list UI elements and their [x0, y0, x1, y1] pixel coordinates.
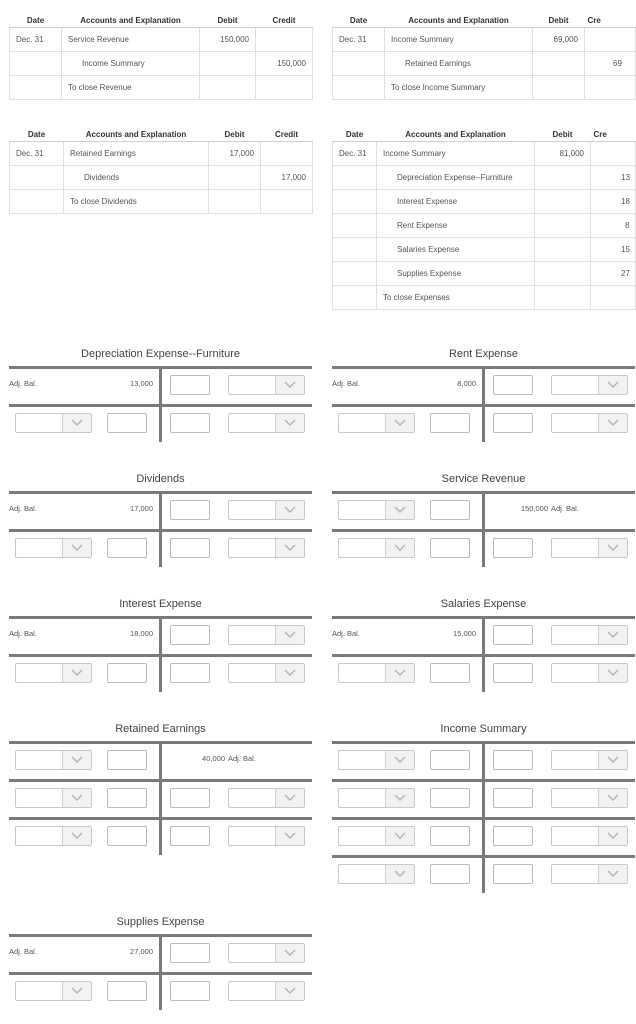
debit-header: Debit: [533, 13, 585, 28]
account-select-dropdown[interactable]: [228, 538, 305, 558]
debit-header: Debit: [209, 127, 261, 142]
t-account-row: [9, 744, 312, 779]
amount-input[interactable]: [170, 413, 210, 433]
account-select-dropdown[interactable]: [15, 788, 92, 808]
credit-amount: 150,000: [256, 52, 313, 76]
amount-input[interactable]: [107, 750, 147, 770]
chevron-down-icon[interactable]: [62, 827, 91, 845]
t-account-row: [9, 529, 312, 567]
entry-date: Dec. 31: [10, 28, 62, 52]
entry-date: Dec. 31: [333, 28, 385, 52]
credit-account: Supplies Expense: [377, 262, 535, 286]
journal-close-income-summary: [332, 13, 636, 100]
chevron-down-icon[interactable]: [385, 539, 414, 557]
account-select-dropdown[interactable]: [228, 943, 305, 963]
t-account-row: [332, 404, 635, 442]
account-select-dropdown[interactable]: [338, 413, 415, 433]
amount-input[interactable]: [170, 788, 210, 808]
credit-account: Interest Expense: [377, 190, 535, 214]
amount-input[interactable]: [430, 500, 470, 520]
t-account-row: [9, 494, 312, 529]
adj-bal-label: Adj. Bal.: [551, 504, 579, 513]
account-select-dropdown[interactable]: [15, 750, 92, 770]
t-account-title: Depreciation Expense--Furniture: [81, 348, 240, 360]
chevron-down-icon[interactable]: [598, 751, 627, 769]
chevron-down-icon[interactable]: [275, 827, 304, 845]
account-select-dropdown[interactable]: [228, 826, 305, 846]
amount-input[interactable]: [430, 663, 470, 683]
amount-input[interactable]: [170, 663, 210, 683]
amount-input[interactable]: [430, 538, 470, 558]
credit-amount: 69: [585, 52, 636, 76]
amount-input[interactable]: [170, 500, 210, 520]
credit-account: Salaries Expense: [377, 238, 535, 262]
account-select-dropdown[interactable]: [338, 750, 415, 770]
t-account-title: Income Summary: [440, 723, 527, 735]
amount-input[interactable]: [107, 788, 147, 808]
amount-input[interactable]: [170, 826, 210, 846]
adj-bal-label: Adj. Bal.: [9, 947, 37, 956]
balance-value: 15,000: [453, 629, 476, 638]
debit-amount: 81,000: [535, 142, 591, 166]
chevron-down-icon[interactable]: [275, 664, 304, 682]
amount-input[interactable]: [170, 538, 210, 558]
t-account-row: [9, 654, 312, 692]
account-select-dropdown[interactable]: [338, 826, 415, 846]
amount-input[interactable]: [493, 788, 533, 808]
date-header: Date: [10, 13, 62, 28]
t-account-title: Salaries Expense: [440, 598, 527, 610]
chevron-down-icon[interactable]: [385, 865, 414, 883]
chevron-down-icon[interactable]: [385, 501, 414, 519]
t-account-row: [332, 654, 635, 692]
amount-input[interactable]: [430, 788, 470, 808]
credit-amount: 18: [591, 190, 636, 214]
credit-account: Retained Earnings: [385, 52, 533, 76]
chevron-down-icon[interactable]: [275, 626, 304, 644]
journal-close-dividends: [9, 127, 313, 214]
chevron-down-icon[interactable]: [62, 539, 91, 557]
date-header: Date: [333, 127, 377, 142]
adj-bal-label: Adj. Bal.: [332, 629, 360, 638]
amount-input[interactable]: [430, 826, 470, 846]
explanation: To close Revenue: [62, 76, 200, 100]
account-select-dropdown[interactable]: [338, 864, 415, 884]
t-account-title: Rent Expense: [448, 348, 519, 360]
chevron-down-icon[interactable]: [275, 501, 304, 519]
credit-header: Cre: [585, 13, 636, 28]
account-select-dropdown[interactable]: [551, 826, 628, 846]
t-account-supplies: [9, 914, 312, 1010]
credit-amount: 17,000: [261, 166, 313, 190]
account-select-dropdown[interactable]: [228, 663, 305, 683]
t-account-interest: [9, 596, 312, 692]
accounts-header: Accounts and Explanation: [62, 13, 200, 28]
account-select-dropdown[interactable]: [228, 413, 305, 433]
t-account-row: [332, 619, 635, 654]
adj-bal-label: Adj. Bal.: [228, 754, 256, 763]
t-account-salaries: [332, 596, 635, 692]
account-select-dropdown[interactable]: [551, 538, 628, 558]
explanation: To close Expenses: [377, 286, 535, 310]
credit-account: Rent Expense: [377, 214, 535, 238]
adj-bal-label: Adj. Bal.: [9, 629, 37, 638]
account-select-dropdown[interactable]: [228, 500, 305, 520]
chevron-down-icon[interactable]: [275, 789, 304, 807]
chevron-down-icon[interactable]: [385, 664, 414, 682]
t-account-row: [332, 369, 635, 404]
account-select-dropdown[interactable]: [15, 538, 92, 558]
account-select-dropdown[interactable]: [228, 375, 305, 395]
t-account-row: [9, 937, 312, 972]
balance-value: 18,000: [130, 629, 153, 638]
amount-input[interactable]: [107, 826, 147, 846]
account-select-dropdown[interactable]: [228, 625, 305, 645]
t-account-title: Interest Expense: [119, 598, 202, 610]
balance-value: 150,000: [520, 504, 548, 513]
chevron-down-icon[interactable]: [385, 414, 414, 432]
amount-input[interactable]: [493, 413, 533, 433]
amount-input[interactable]: [107, 981, 147, 1001]
amount-input[interactable]: [493, 864, 533, 884]
account-select-dropdown[interactable]: [228, 981, 305, 1001]
amount-input[interactable]: [493, 750, 533, 770]
chevron-down-icon[interactable]: [598, 376, 627, 394]
account-select-dropdown[interactable]: [338, 788, 415, 808]
debit-account: Service Revenue: [62, 28, 200, 52]
chevron-down-icon[interactable]: [598, 626, 627, 644]
t-account-row: [332, 779, 635, 817]
t-account-dividends: [9, 471, 312, 567]
journal-close-expenses: [332, 127, 636, 310]
chevron-down-icon[interactable]: [598, 789, 627, 807]
balance-value: 13,000: [130, 379, 153, 388]
t-account-row: [9, 779, 312, 817]
account-select-dropdown[interactable]: [228, 788, 305, 808]
t-account-title: Retained Earnings: [115, 723, 206, 735]
amount-input[interactable]: [107, 538, 147, 558]
date-header: Date: [10, 127, 64, 142]
t-account-income-summary: [332, 721, 635, 893]
accounts-header: Accounts and Explanation: [385, 13, 533, 28]
account-select-dropdown[interactable]: [338, 500, 415, 520]
chevron-down-icon[interactable]: [275, 414, 304, 432]
account-select-dropdown[interactable]: [15, 981, 92, 1001]
chevron-down-icon[interactable]: [598, 414, 627, 432]
account-select-dropdown[interactable]: [551, 375, 628, 395]
account-select-dropdown[interactable]: [551, 864, 628, 884]
account-select-dropdown[interactable]: [551, 750, 628, 770]
chevron-down-icon[interactable]: [598, 539, 627, 557]
balance-value: 40,000: [202, 754, 225, 763]
debit-amount: 150,000: [200, 28, 256, 52]
credit-header: Credit: [261, 127, 313, 142]
chevron-down-icon[interactable]: [598, 865, 627, 883]
balance-value: 8,000: [457, 379, 476, 388]
accounts-header: Accounts and Explanation: [64, 127, 209, 142]
debit-amount: 17,000: [209, 142, 261, 166]
t-account-row: [332, 529, 635, 567]
credit-header: Credit: [256, 13, 313, 28]
credit-amount: 27: [591, 262, 636, 286]
t-account-row: [332, 494, 635, 529]
chevron-down-icon[interactable]: [385, 827, 414, 845]
account-select-dropdown[interactable]: [15, 826, 92, 846]
amount-input[interactable]: [107, 663, 147, 683]
balance-value: 17,000: [130, 504, 153, 513]
debit-header: Debit: [535, 127, 591, 142]
debit-account: Income Summary: [377, 142, 535, 166]
debit-header: Debit: [200, 13, 256, 28]
credit-account: Depreciation Expense--Furniture: [377, 166, 535, 190]
date-header: Date: [333, 13, 385, 28]
chevron-down-icon[interactable]: [275, 539, 304, 557]
amount-input[interactable]: [170, 375, 210, 395]
chevron-down-icon[interactable]: [62, 751, 91, 769]
t-account-row: [9, 404, 312, 442]
account-select-dropdown[interactable]: [15, 663, 92, 683]
account-select-dropdown[interactable]: [551, 625, 628, 645]
debit-account: Retained Earnings: [64, 142, 209, 166]
amount-input[interactable]: [493, 663, 533, 683]
journal-close-revenue: [9, 13, 313, 100]
credit-account: Income Summary: [62, 52, 200, 76]
account-select-dropdown[interactable]: [15, 413, 92, 433]
t-account-row: [9, 369, 312, 404]
credit-account: Dividends: [64, 166, 209, 190]
t-account-depreciation: [9, 346, 312, 442]
t-account-service-revenue: [332, 471, 635, 567]
chevron-down-icon[interactable]: [62, 414, 91, 432]
amount-input[interactable]: [107, 413, 147, 433]
amount-input[interactable]: [430, 413, 470, 433]
entry-date: Dec. 31: [333, 142, 377, 166]
explanation: To close Dividends: [64, 190, 209, 214]
account-select-dropdown[interactable]: [551, 413, 628, 433]
amount-input[interactable]: [493, 826, 533, 846]
account-select-dropdown[interactable]: [338, 538, 415, 558]
t-account-row: [9, 619, 312, 654]
debit-amount: 69,000: [533, 28, 585, 52]
amount-input[interactable]: [430, 750, 470, 770]
credit-amount: 13: [591, 166, 636, 190]
t-account-row: [9, 972, 312, 1010]
account-select-dropdown[interactable]: [551, 663, 628, 683]
debit-account: Income Summary: [385, 28, 533, 52]
chevron-down-icon[interactable]: [275, 944, 304, 962]
t-account-title: Service Revenue: [441, 473, 526, 485]
t-account-row: [9, 817, 312, 855]
amount-input[interactable]: [493, 538, 533, 558]
t-account-row: [332, 817, 635, 855]
chevron-down-icon[interactable]: [598, 664, 627, 682]
adj-bal-label: Adj. Bal.: [9, 504, 37, 513]
chevron-down-icon[interactable]: [598, 827, 627, 845]
t-account-title: Supplies Expense: [116, 916, 205, 928]
amount-input[interactable]: [493, 625, 533, 645]
accounts-header: Accounts and Explanation: [377, 127, 535, 142]
chevron-down-icon[interactable]: [275, 376, 304, 394]
t-account-rent: [332, 346, 635, 442]
chevron-down-icon[interactable]: [62, 982, 91, 1000]
chevron-down-icon[interactable]: [385, 789, 414, 807]
t-account-retained-earnings: [9, 721, 312, 855]
t-account-title: Dividends: [136, 473, 185, 485]
t-account-row: [332, 855, 635, 893]
amount-input[interactable]: [430, 864, 470, 884]
amount-input[interactable]: [170, 943, 210, 963]
credit-amount: 15: [591, 238, 636, 262]
amount-input[interactable]: [170, 625, 210, 645]
amount-input[interactable]: [493, 375, 533, 395]
adj-bal-label: Adj. Bal.: [9, 379, 37, 388]
adj-bal-label: Adj. Bal.: [332, 379, 360, 388]
amount-input[interactable]: [170, 981, 210, 1001]
chevron-down-icon[interactable]: [275, 982, 304, 1000]
credit-amount: 8: [591, 214, 636, 238]
chevron-down-icon[interactable]: [385, 751, 414, 769]
explanation: To close Income Summary: [385, 76, 533, 100]
chevron-down-icon[interactable]: [62, 789, 91, 807]
t-account-row: [332, 744, 635, 779]
chevron-down-icon[interactable]: [62, 664, 91, 682]
account-select-dropdown[interactable]: [551, 788, 628, 808]
balance-value: 27,000: [130, 947, 153, 956]
entry-date: Dec. 31: [10, 142, 64, 166]
account-select-dropdown[interactable]: [338, 663, 415, 683]
credit-header: Cre: [591, 127, 636, 142]
